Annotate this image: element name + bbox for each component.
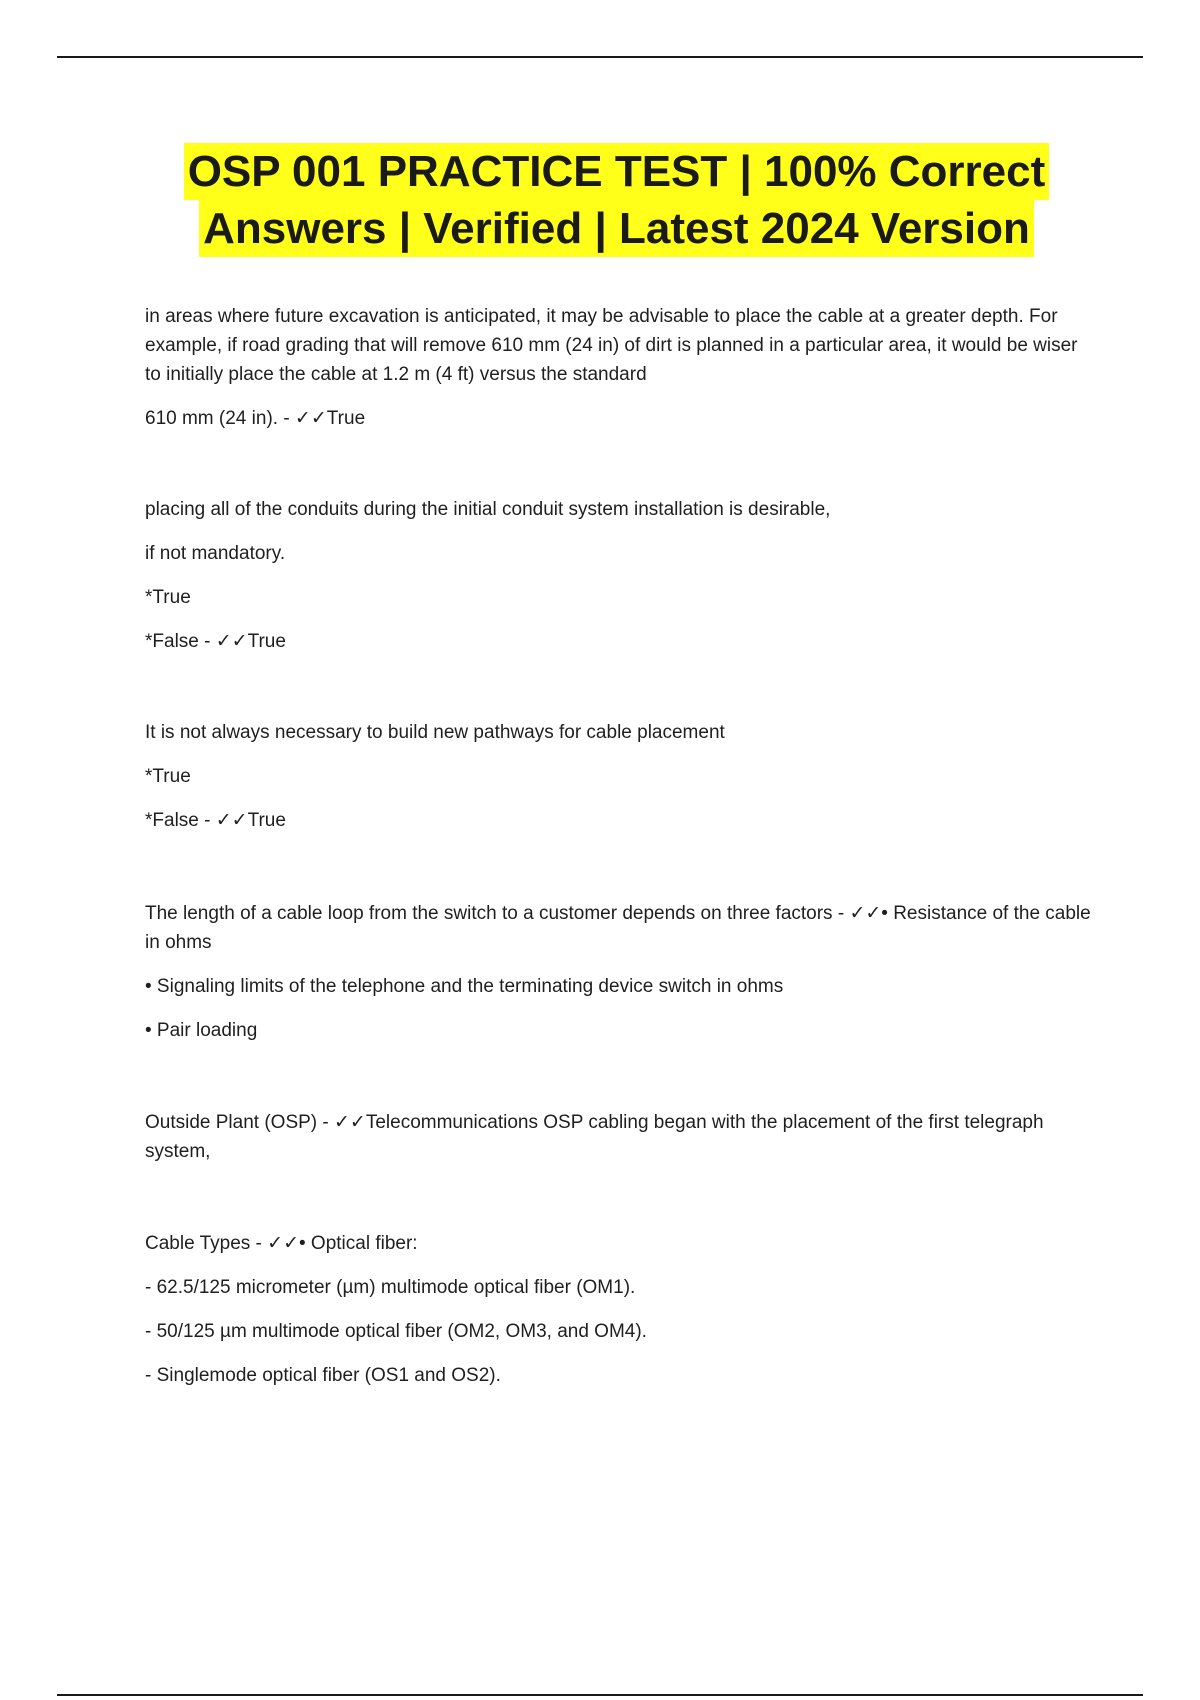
footer-rule — [57, 1694, 1143, 1696]
question-text: if not mandatory. — [145, 543, 286, 564]
answer-text: *False - ✓✓True — [145, 810, 286, 831]
answer-text: • Signaling limits of the telephone and the terminating device switch in ohms — [145, 976, 784, 997]
question-text: in areas where future excavation is anticipated, it may be advisable to place the cable at a greater depth. For example, if road grading that will remove 610 mm (24 in) of dirt is planned in a particular area, it would be wiser to initially place the cable at 1.2 m (4 ft) versus the standard — [145, 306, 1078, 385]
answer-text: - 62.5/125 micrometer (µm) multimode optical fiber (OM1). — [145, 1277, 636, 1298]
answer-text: - Singlemode optical fiber (OS1 and OS2). — [145, 1365, 501, 1386]
option-text: *True — [145, 587, 191, 608]
question-item — [145, 495, 1095, 656]
question-text: It is not always necessary to build new pathways for cable placement — [145, 722, 725, 743]
question-text: The length of a cable loop from the switch to a customer depends on three factors - ✓✓• Resistance of the cable in ohms — [145, 903, 1091, 953]
option-text: *True — [145, 766, 191, 787]
question-item — [145, 899, 1095, 1045]
answer-text: 610 mm (24 in). - ✓✓True — [145, 408, 366, 429]
question-item — [145, 302, 1095, 433]
question-item — [145, 1229, 1095, 1390]
question-item — [145, 1108, 1095, 1166]
question-text: Outside Plant (OSP) - ✓✓Telecommunications OSP cabling began with the placement of the first telegraph system, — [145, 1112, 1044, 1162]
title-line-1: OSP 001 PRACTICE TEST | 100% Correct — [184, 143, 1050, 200]
title-line-2: Answers | Verified | Latest 2024 Version — [199, 200, 1034, 257]
answer-text: • Pair loading — [145, 1020, 258, 1041]
question-list — [145, 302, 1095, 1430]
header-rule — [57, 56, 1143, 58]
question-text: placing all of the conduits during the initial conduit system installation is desirable, — [145, 499, 831, 520]
question-text: Cable Types - ✓✓• Optical fiber: — [145, 1233, 418, 1254]
document-title — [144, 143, 1089, 257]
answer-text: - 50/125 µm multimode optical fiber (OM2, OM3, and OM4). — [145, 1321, 647, 1342]
question-item — [145, 718, 1095, 835]
answer-text: *False - ✓✓True — [145, 631, 286, 652]
